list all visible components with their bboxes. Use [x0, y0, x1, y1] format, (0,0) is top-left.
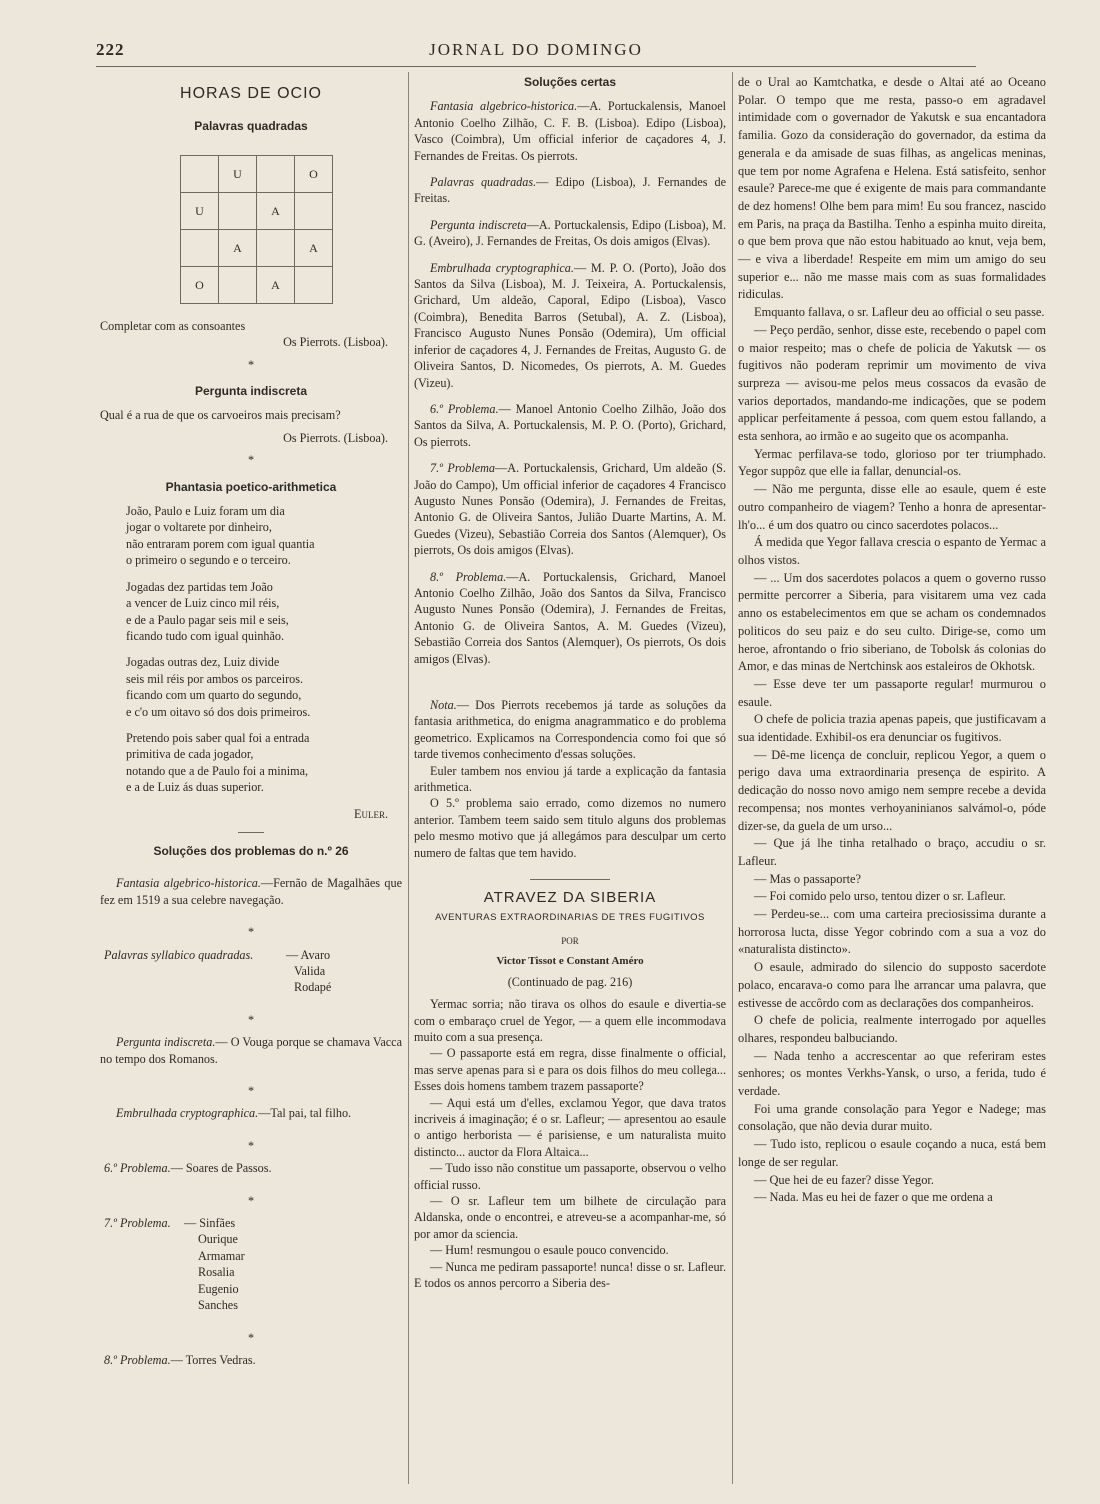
article-paragraph: — Nunca me pediram passaporte! nunca! disse o sr. Lafleur. E todos os annos percorro a Siberia des-	[414, 1259, 726, 1290]
poem-line: João, Paulo e Luiz foram um dia	[126, 504, 285, 519]
answer-text: —A. Portuckalensis, Edipo (Lisboa), M. G. (Aveiro), J. Fernandes de Freitas, Os dois amigos (Elvas).	[414, 217, 726, 249]
answer-label: 7.º Problema	[430, 461, 496, 476]
answer-entry	[414, 460, 726, 558]
solution-item	[100, 1034, 402, 1067]
separator-star: *	[247, 925, 255, 940]
signature: Os Pierrots. (Lisboa).	[283, 430, 388, 445]
solution-text: —Fernão de Magalhães que fez em 1519 a sua celebre navegação.	[100, 876, 403, 907]
answer-entry	[414, 217, 726, 250]
article-paragraph: — Foi comido pelo urso, tentou dizer o sr. Lafleur.	[754, 889, 1006, 904]
article-paragraph: — Tudo isto, replicou o esaule coçando a nuca, está bem longe de ser regular.	[738, 1137, 1046, 1169]
grid-cell: U	[219, 155, 257, 192]
separator-star: *	[247, 453, 255, 468]
answer-text: — M. P. O. (Porto), João dos Santos da Silva (Lisboa), M. J. Teixeira, A. Portuckalensis, Grichard, Um aldeão, Caporal, Edipo (Lisboa), Vasco (Coimbra), Benedita Barros (Setubal), A. Z. (Lisboa), Francisco Augusto Nunes Ponsão (Odemira), Um official inferior de caçadores 4, J. Fernandes de Freitas, Augusto G. de Oliveira Santos, D. Nicomedes, Os pierrots, A. M. Guedes (Vizeu).	[414, 260, 726, 390]
separator-star: *	[247, 1084, 255, 1099]
article-paragraph: — Que hei de eu fazer? disse Yegor.	[754, 1172, 934, 1187]
grid-cell: O	[181, 266, 219, 303]
section-title: Soluções certas	[523, 75, 617, 89]
solution-text: — Torres Vedras.	[170, 1352, 256, 1367]
puzzle-title: Palavras quadradas	[194, 119, 308, 134]
article-paragraph: Yermac perfilava-se todo, glorioso por ter triumphado. Yegor suppôz que elle ia fallar, denuncial-os.	[738, 446, 1046, 479]
divider	[530, 879, 610, 880]
grid-cell	[257, 155, 295, 192]
answer-text: — Manoel Antonio Coelho Zilhão, João dos Santos da Silva, A. Portuckalensis, M. P. O. (Porto), Grichard, Os pierrots.	[414, 401, 726, 449]
solution-words	[184, 1215, 245, 1313]
article-paragraph: — Nada tenho a accrescentar ao que referiram estes senhores; os montes Verkhs-Yansk, o urso, a ferida, tudo é verdade.	[738, 1048, 1046, 1099]
article-paragraph: — Aqui está um d'elles, exclamou Yegor, que dava tratos incriveis á imaginação; é o sr. Lafleur; — apresentou ao esaule o antigo herborista — é parisiense, e um naturalista muito distincto... auctor da Flora Altaica...	[414, 1095, 726, 1159]
grid-cell: A	[219, 229, 257, 266]
grid-cell	[181, 229, 219, 266]
article-paragraph: — Esse deve ter um passaporte regular! murmurou o esaule.	[738, 676, 1046, 709]
answer-text: — Edipo (Lisboa), J. Fernandes de Freitas.	[414, 175, 726, 206]
grid-cell: A	[257, 266, 295, 303]
solution-word: Armamar	[198, 1248, 245, 1263]
note-paragraph	[414, 697, 726, 763]
solution-label: Fantasia algebrico-historica.	[116, 876, 261, 891]
article-paragraph: Yermac sorria; não tirava os olhos do esaule e divertia-se com o embaraço cruel de Yegor, — a quem elle incommodava muito com a sua presença.	[414, 997, 726, 1044]
solution-item	[100, 1160, 402, 1176]
grid-cell	[295, 192, 333, 229]
note-paragraph: O 5.º problema saio errado, como dizemos no numero anterior. Tambem teem saido sem titulo alguns dos problemas pelo mesmo motivo que já allegámos para desculpar um certo numero de faltas que tem havido.	[414, 796, 726, 860]
article-paragraph: — Mas o passaporte?	[754, 871, 862, 886]
poem-line: Jogadas outras dez, Luiz divide	[126, 655, 280, 670]
poem-stanza	[100, 654, 402, 720]
grid-cell	[257, 229, 295, 266]
poem-line: e a de Luiz ás duas superior.	[126, 780, 264, 795]
solution-words	[286, 947, 331, 996]
answer-label: Fantasia algebrico-historica.	[430, 99, 578, 114]
answer-label: 8.º Problema.	[430, 569, 507, 584]
solution-text: —Tal pai, tal filho.	[258, 1106, 352, 1121]
article-title: ATRAVEZ DA SIBERIA	[483, 889, 657, 907]
answer-label: Palavras quadradas.	[430, 175, 537, 190]
column-divider	[408, 72, 409, 1484]
signature: Euler.	[354, 806, 388, 821]
solution-label: 6.º Problema.	[104, 1161, 171, 1176]
signature: Os Pierrots. (Lisboa).	[283, 335, 388, 350]
poem-line: Jogadas dez partidas tem João	[126, 579, 273, 594]
article-paragraph: Emquanto fallava, o sr. Lafleur deu ao official o seu passe.	[754, 305, 1045, 320]
article-paragraph: — Nada. Mas eu hei de fazer o que me ordena a	[754, 1190, 993, 1205]
solution-word: Ourique	[198, 1232, 238, 1247]
solution-word: Sanches	[198, 1298, 238, 1313]
article-paragraph: O chefe de policia, realmente interrogado por aquelles olhares, respondeu balbuciando.	[738, 1013, 1046, 1045]
masthead: JORNAL DO DOMINGO	[429, 40, 643, 59]
grid-cell	[295, 266, 333, 303]
poem-line: não entraram porem com igual quantia	[126, 536, 315, 551]
solution-label: Palavras syllabico quadradas.	[104, 947, 254, 962]
solution-word: — Avaro	[286, 947, 331, 962]
grid-cell	[219, 266, 257, 303]
separator-star: *	[247, 357, 255, 372]
note-text: — Dos Pierrots recebemos já tarde as soluções da fantasia arithmetica, do enigma anagrammatico e do problema geometrico. Explicamos na Correspondencia como foi que só tarde tivemos conhecimento d'essas soluções.	[414, 698, 726, 762]
page-header	[96, 40, 976, 66]
poem-line: Pretendo pois saber qual foi a entrada	[126, 730, 310, 745]
answer-entry	[414, 569, 726, 667]
column-1	[100, 74, 402, 1384]
grid-cell	[219, 192, 257, 229]
solutions-title: Soluções dos problemas do n.º 26	[153, 843, 349, 858]
article-paragraph: — Dê-me licença de concluir, replicou Yegor, a quem o perigo dava uma extraordinaria presença de espirito. A dedicação do nosso novo amigo nem sempre recebe a devida recompensa; nos montes verhoyaninianos salvámol-o, póde dizer-se, da guela de um urso...	[738, 747, 1046, 833]
poem-line: a vencer de Luiz cinco mil réis,	[126, 596, 280, 611]
column-3	[738, 74, 1046, 1207]
answer-entry	[414, 98, 726, 164]
note-label: Nota.	[430, 698, 457, 712]
article-paragraph: — Perdeu-se... com uma carteira preciosissima durante a horrorosa lucta, disse Yegor cobrindo com a sua a voz do «naturalista distincto».	[738, 907, 1046, 957]
grid-cell: O	[295, 155, 333, 192]
poem-line: ficando com um quarto do segundo,	[126, 688, 302, 703]
divider	[238, 832, 264, 833]
answer-text: —A. Portuckalensis, Manoel Antonio Coelho Zilhão, C. F. B. (Lisboa). Edipo (Lisboa), Vasco (Coimbra), Um official inferior de caçadores 4, J. Fernandes de Freitas. Os pierrots.	[414, 99, 726, 163]
solution-word: Eugenio	[198, 1281, 239, 1296]
poem-line: seis mil réis por ambos os parceiros.	[126, 671, 304, 686]
answer-label: Embrulhada cryptographica.	[430, 260, 574, 275]
solution-label: Embrulhada cryptographica.	[116, 1106, 259, 1121]
solution-word: — Sinfães	[184, 1216, 236, 1231]
answer-entry	[414, 401, 726, 450]
article-paragraph: — O sr. Lafleur tem um bilhete de circulação para Aldanska, onde o encontrei, e atreveu-se a acompanhar-me, só por amor da sciencia.	[414, 1193, 726, 1241]
puzzle-title: Pergunta indiscreta	[194, 384, 308, 399]
answer-text: —A. Portuckalensis, Grichard, Um aldeão (S. João do Campo), Um official inferior de caçadores 4 Francisco Augusto Nunes Ponsão (Odemira), J. Fernandes de Freitas, Antonio G. de Oliveira Santos, Julião Duarte Martins, A. M. Guedes (Vizeu), Sebastião Correia dos Santos (Alemquer), Os pierrots, Os dois amigos (Elvas).	[414, 461, 726, 558]
poem-stanza	[100, 503, 402, 569]
article-authors: Victor Tissot e Constant Améro	[496, 955, 644, 968]
poem-line: e de a Paulo pagar seis mil e seis,	[126, 612, 289, 627]
poem-line: ficando tudo com igual quinhão.	[126, 628, 285, 643]
article-paragraph: — Hum! resmungou o esaule pouco convencido.	[430, 1243, 669, 1258]
article-by: POR	[561, 935, 579, 946]
grid-cell: A	[257, 192, 295, 229]
article-paragraph: O esaule, admirado do silencio do supposto sacerdote polaco, encarava-o como para lhe arrancar uma palavra, que estivesse de accôrdo com as declarações dos companheiros.	[738, 960, 1046, 1010]
solution-label: Pergunta indiscreta.	[116, 1035, 216, 1050]
solution-item	[100, 1105, 402, 1121]
solution-item	[100, 947, 402, 996]
answer-label: Pergunta indiscreta	[430, 217, 527, 232]
article-paragraph: — Não me pergunta, disse elle ao esaule, quem é este outro companheiro de viagem? Tenho a honra de apresentar-lh'o... é um dos quatro ou cinco sacerdotes polacos...	[738, 482, 1046, 532]
article-subtitle: AVENTURAS EXTRAORDINARIAS DE TRES FUGITIVOS	[435, 912, 705, 924]
solution-text: — Soares de Passos.	[170, 1161, 272, 1176]
poem-line: jogar o voltarete por dinheiro,	[126, 520, 272, 535]
poem-line: o primeiro o segundo e o terceiro.	[126, 553, 291, 568]
article-paragraph: Á medida que Yegor fallava crescia o espanto de Yermac a olhos vistos.	[738, 535, 1046, 567]
article-paragraph: — Que já lhe tinha retalhado o braço, accudiu o sr. Lafleur.	[738, 836, 1046, 868]
poem-line: e c'o um oitavo só dos dois primeiros.	[126, 704, 311, 719]
article-continuation: (Continuado de pag. 216)	[507, 974, 633, 989]
answer-label: 6.º Problema.	[430, 401, 499, 416]
article-paragraph: de o Ural ao Kamtchatka, e desde o Altai até ao Oceano Polar. O tempo que me resta, passo-o em agradavel intimidade com o governador de Yakutsk e sua encantadora familia. Gozo da consideração do governador, da estima da generala e da amisade de suas filhas, as angelicas meninas, que tem por nome Agrafena e Helena. Está satisfeito, senhor esaule? Parece-me que é exigente de mais para commandante de dez homens! Olhe bem para mim! Eu sou francez, nascido em Paris, na praça da Bastilha. Tenho a espinha muito direita, o que bem prova que não estou habituado ao knut, veja bem, — e viva a liberdade! Respeite em mim um amigo do seu superior e... não me masse mais com as suas formalidades ridiculas.	[738, 75, 1046, 302]
solution-item	[100, 1215, 402, 1313]
grid-cell: U	[181, 192, 219, 229]
solution-item	[100, 875, 402, 908]
solution-text: — O Vouga porque se chamava Vacca no tempo dos Romanos.	[100, 1035, 402, 1066]
separator-star: *	[247, 1012, 255, 1027]
poem-line: notando que a de Paulo foi a minima,	[126, 763, 309, 778]
article-paragraph: — O passaporte está em regra, disse finalmente o official, mas serve apenas para si e para os dois filhos do meu collega... Esses dois homens tambem trazem passaporte?	[414, 1046, 726, 1094]
column-divider	[732, 72, 733, 1484]
article-paragraph: — ... Um dos sacerdotes polacos a quem o governo russo permitte percorrer a Siberia, para visitarem uma vez cada anno os estabelecimentos em que se acham os condemnados politicos do seu paiz e do seu culto. Dirige-se, como um heroe, afrontando o frio siberiano, de Tobolsk ás colonias do Amor, e das minas de Nertchinsk aos estaleiros de Okhotsk.	[738, 570, 1046, 674]
note-paragraph: Euler tambem nos enviou já tarde a explicação da fantasia arithmetica.	[414, 763, 726, 795]
section-title: HORAS DE OCIO	[180, 85, 322, 102]
puzzle-instruction: Completar com as consoantes	[100, 318, 246, 333]
article-paragraph: Foi uma grande consolação para Yegor e Nadege; mas consolação, que não devia durar muito.	[738, 1101, 1046, 1134]
grid-cell: A	[295, 229, 333, 266]
poem-stanza	[100, 579, 402, 645]
separator-star: *	[247, 1138, 255, 1153]
header-rule	[96, 66, 976, 67]
solution-word: Rodapé	[294, 980, 332, 995]
column-2	[414, 74, 726, 1291]
puzzle-question: Qual é a rua de que os carvoeiros mais precisam?	[100, 408, 341, 423]
article-paragraph: — Tudo isso não constitue um passaporte, observou o velho official russo.	[414, 1161, 726, 1192]
separator-star: *	[247, 1330, 255, 1345]
poem-stanza	[100, 730, 402, 796]
word-square-grid	[180, 155, 333, 304]
solution-word: Valida	[294, 964, 326, 978]
article-paragraph: O chefe de policia trazia apenas papeis, que justificavam a sua identidade. Exhibil-os era denunciar os fugitivos.	[738, 712, 1046, 745]
poem-line: primitiva de cada jogador,	[126, 747, 254, 762]
solution-label: 7.º Problema.	[104, 1216, 171, 1231]
separator-star: *	[247, 1193, 255, 1208]
answer-entry	[414, 260, 726, 391]
answer-text: —A. Portuckalensis, Grichard, Manoel Antonio Coelho Zilhão, João dos Santos da Silva, Francisco Augusto Nunes Ponsão (Odemira), J. Fernandes de Freitas, Antonio G. de Oliveira Santos, A. M. Guedes (Vizeu), Sebastião Correia dos Santos (Alemquer), Os pierrots, Os dois amigos (Elvas).	[414, 569, 726, 666]
grid-cell	[181, 155, 219, 192]
puzzle-title: Phantasia poetico-arithmetica	[165, 479, 337, 494]
article-paragraph: — Peço perdão, senhor, disse este, recebendo o papel com o maior respeito; mas o chefe de policia de Yakutsk — os fugitivos não poderam reprimir um movimento de viva surpreza — avisou-me pelos meus cossacos da evasão de varios deportados, mandando-me indicações, que se podem applicar perfeitamente á pessoa, com quem estou fallando, a esta senhora, ao irmão e ao sugeito que os acompanha.	[738, 322, 1046, 444]
solution-item	[100, 1352, 402, 1368]
solution-label: 8.º Problema.	[104, 1352, 171, 1367]
answer-entry	[414, 174, 726, 207]
page-number: 222	[96, 40, 125, 59]
solution-word: Rosalia	[198, 1265, 235, 1280]
